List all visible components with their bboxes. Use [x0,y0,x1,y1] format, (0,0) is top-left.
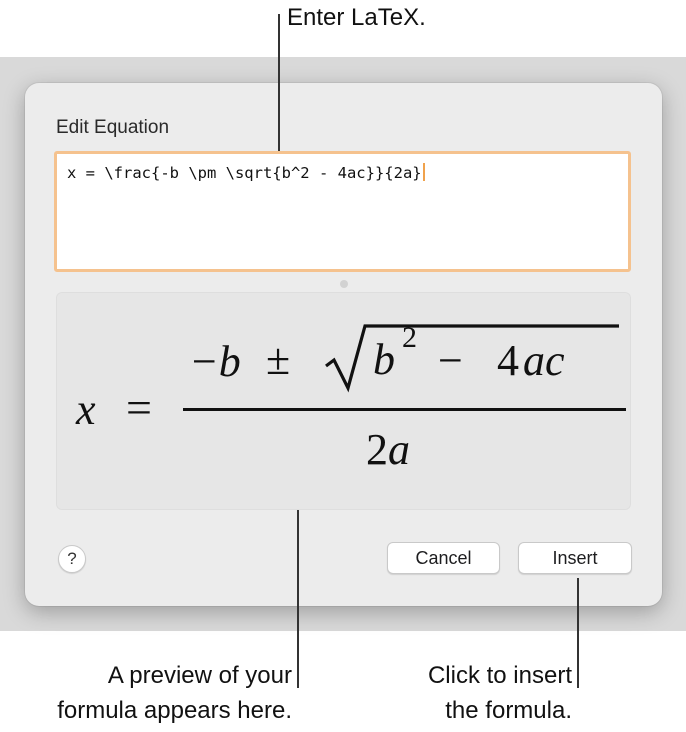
formula-den-two: 2 [366,425,388,474]
formula-den-a: a [388,425,410,474]
formula-four: 4 [497,336,519,385]
formula-minus: − [438,336,463,385]
callout-enter-latex: Enter LaTeX. [287,4,426,31]
callout-line-latex [278,14,280,151]
cancel-button[interactable]: Cancel [387,542,500,574]
callout-insert-line1: Click to insert [427,662,572,689]
formula-ac: ac [523,336,565,385]
formula-plus-minus: ± [266,335,291,384]
insert-button[interactable]: Insert [518,542,632,574]
callout-preview-line1: A preview of your [107,662,292,689]
splitter-handle[interactable] [340,280,348,288]
callout-line-preview [297,510,299,688]
formula-b: b [373,335,395,384]
callout-line-insert [577,578,579,688]
rendered-formula [56,292,631,510]
formula-lhs-x: x [76,385,96,434]
formula-equals: = [126,382,152,433]
fraction-bar [183,408,626,411]
text-caret [423,163,425,181]
callout-insert-line2: the formula. [445,697,572,724]
equation-preview [56,292,631,510]
callout-preview-line2: formula appears here. [57,697,292,724]
latex-input-value: x = \frac{-b \pm \sqrt{b^2 - 4ac}}{2a} [67,164,422,182]
help-button[interactable]: ? [58,545,86,573]
edit-equation-dialog [25,83,662,606]
formula-sqrt-sign [324,322,624,394]
dialog-title: Edit Equation [56,117,170,138]
formula-neg-b: −b [189,337,241,386]
formula-exponent: 2 [402,321,417,354]
latex-input[interactable] [54,151,631,272]
